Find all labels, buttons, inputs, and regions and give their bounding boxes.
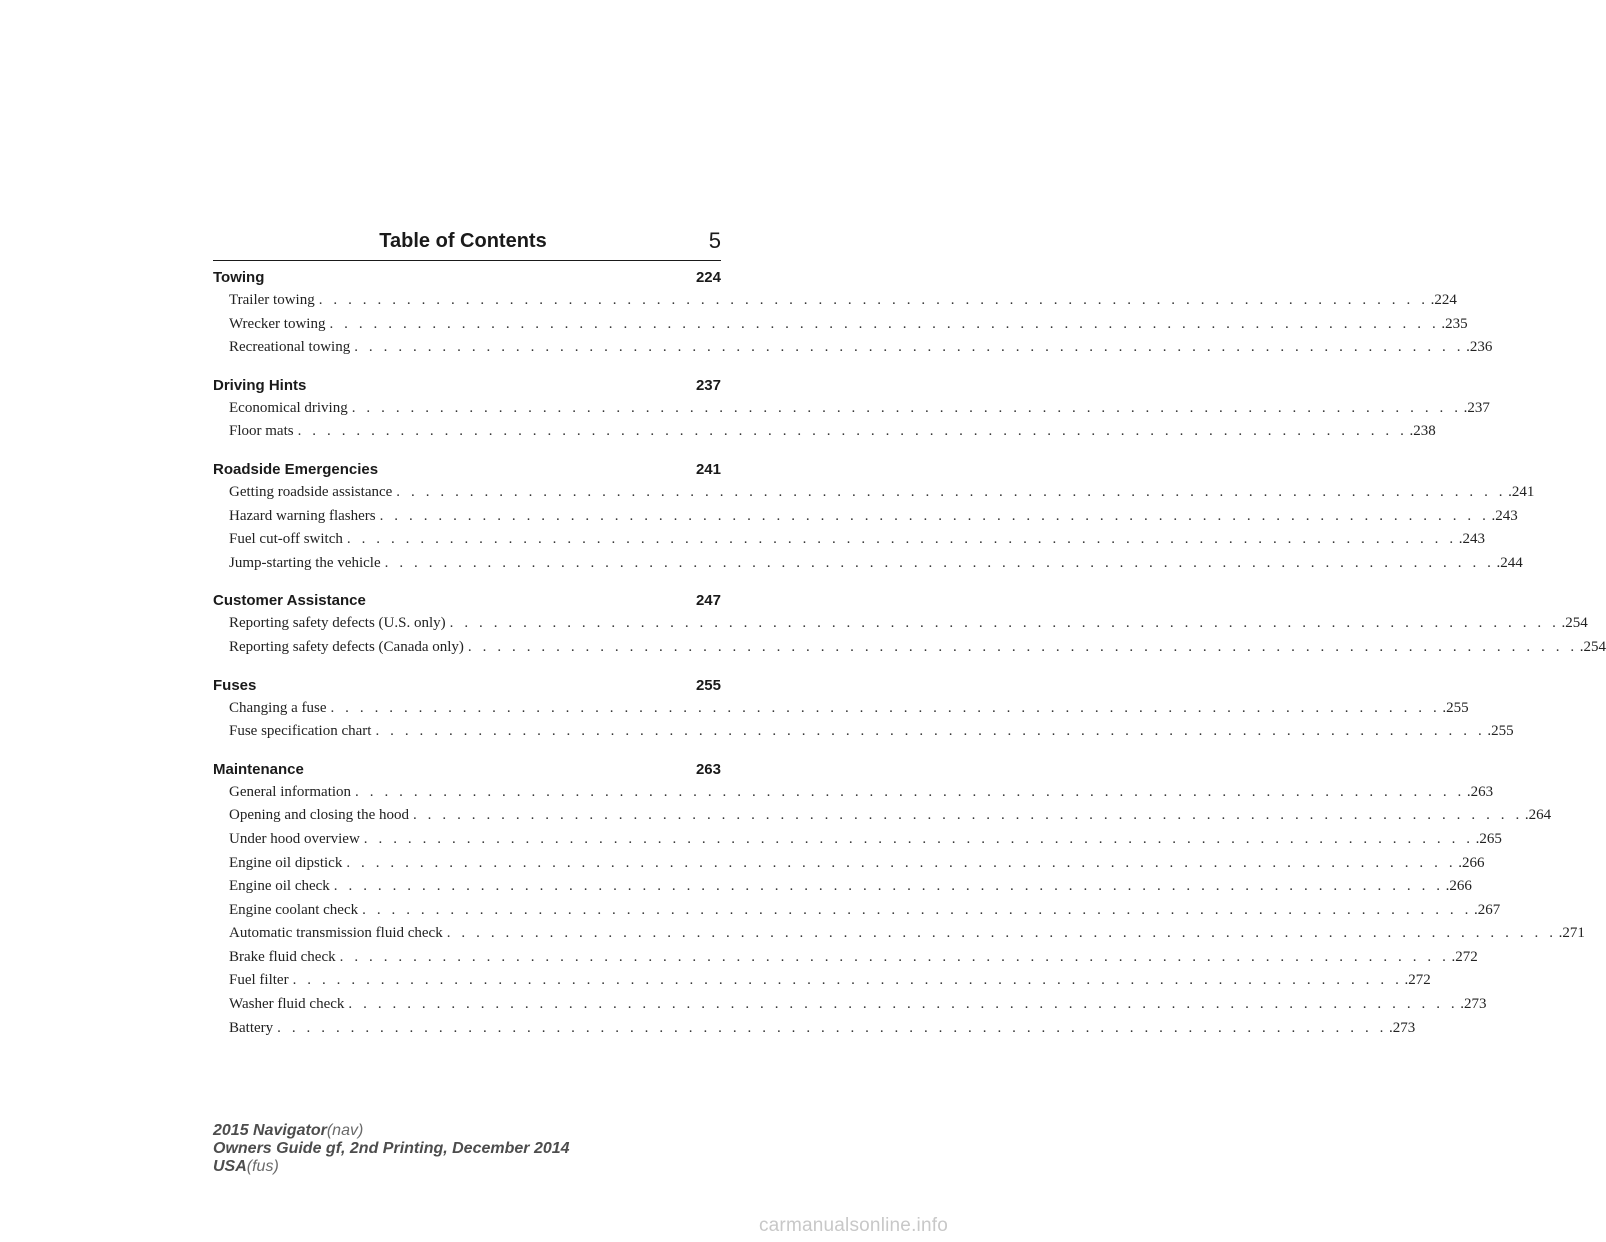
toc-section-page: 241: [695, 460, 721, 478]
toc-section: [213, 267, 1493, 360]
page-title: Table of Contents: [379, 230, 547, 252]
toc-entry-title: Reporting safety defects (Canada only): [229, 638, 464, 655]
toc-entry[interactable]: [213, 899, 1501, 923]
toc-entry-page: .266: [1445, 878, 1472, 895]
section-spacer: [213, 660, 721, 670]
toc-entry-leader-dots: . . . . . . . . . . . . . . . . . . . . . . . . . . . . . . . . . . . . . . . . . . . . . . . . . . . . . . . . . . . . . . . . . . . . . . . . . . . .: [297, 423, 1408, 440]
toc-entry-leader-dots: . . . . . . . . . . . . . . . . . . . . . . . . . . . . . . . . . . . . . . . . . . . . . . . . . . . . . . . . . . . . . . . . . . . . . . . . . . . .: [329, 315, 1440, 332]
toc-entry-title: Recreational towing: [229, 339, 351, 356]
toc-entry-leader-dots: . . . . . . . . . . . . . . . . . . . . . . . . . . . . . . . . . . . . . . . . . . . . . . . . . . . . . . . . . . . . . . . . . . . . . . . . . . . .: [351, 399, 1462, 416]
toc-section-heading[interactable]: [213, 759, 721, 781]
toc-entry-page: .271: [1558, 925, 1585, 942]
toc-entry-leader-dots: . . . . . . . . . . . . . . . . . . . . . . . . . . . . . . . . . . . . . . . . . . . . . . . . . . . . . . . . . . . . . . . . . . . . . . . . . . . .: [354, 339, 1465, 356]
footer-line-1: [213, 1122, 570, 1140]
toc-entry-leader-dots: . . . . . . . . . . . . . . . . . . . . . . . . . . . . . . . . . . . . . . . . . . . . . . . . . . . . . . . . . . . . . . . . . . . . . . . . . . . .: [363, 830, 1474, 847]
toc-entry-leader-dots: . . . . . . . . . . . . . . . . . . . . . . . . . . . . . . . . . . . . . . . . . . . . . . . . . . . . . . . . . . . . . . . . . . . . . . . . . . . .: [362, 901, 1472, 918]
toc-entry-leader-dots: . . . . . . . . . . . . . . . . . . . . . . . . . . . . . . . . . . . . . . . . . . . . . . . . . . . . . . . . . . . . . . . . . . . . . . . . . . . .: [330, 699, 1441, 716]
toc-entry-leader-dots: . . . . . . . . . . . . . . . . . . . . . . . . . . . . . . . . . . . . . . . . . . . . . . . . . . . . . . . . . . . . . . . . . . . . . . . . . . . .: [449, 615, 1560, 632]
toc-section-page: 263: [695, 760, 721, 778]
footer-line-2: [213, 1140, 570, 1158]
toc-entry-page: .273: [1460, 996, 1487, 1013]
toc-section-page: 247: [695, 592, 721, 610]
table-of-contents: [213, 267, 1606, 1040]
toc-entry-title: Fuel cut-off switch: [229, 531, 343, 548]
toc-section: [213, 459, 1535, 575]
toc-section: [213, 759, 1585, 1041]
toc-entry-leader-dots: . . . . . . . . . . . . . . . . . . . . . . . . . . . . . . . . . . . . . . . . . . . . . . . . . . . . . . . . . . . . . . . . . . . . . . . . . . . .: [412, 807, 1523, 824]
toc-entry[interactable]: [213, 336, 1493, 360]
toc-section-title: Roadside Emergencies: [213, 460, 379, 478]
toc-entry-title: Hazard warning flashers: [229, 507, 376, 524]
toc-entry-title: Fuse specification chart: [229, 723, 372, 740]
toc-entry-page: .236: [1466, 339, 1493, 356]
toc-entry-title: Jump-starting the vehicle: [229, 554, 381, 571]
toc-entry-leader-dots: . . . . . . . . . . . . . . . . . . . . . . . . . . . . . . . . . . . . . . . . . . . . . . . . . . . . . . . . . . . . . . . . . . . . . . . . . . . .: [467, 638, 1578, 655]
toc-section-page: 224: [695, 269, 721, 286]
toc-section-title: Driving Hints: [213, 376, 307, 394]
toc-entry-title: Opening and closing the hood: [229, 807, 409, 824]
toc-entry-title: Economical driving: [229, 399, 348, 416]
toc-entry-title: Fuel filter: [229, 972, 289, 989]
toc-entry[interactable]: [213, 697, 1469, 721]
toc-entry[interactable]: [213, 552, 1523, 576]
section-spacer: [213, 444, 721, 454]
page-number: 5: [708, 228, 721, 253]
footer-market: USA: [213, 1158, 247, 1175]
toc-entry-leader-dots: . . . . . . . . . . . . . . . . . . . . . . . . . . . . . . . . . . . . . . . . . . . . . . . . . . . . . . . . . . . . . . . . . . . . . . . . . . . .: [396, 483, 1507, 500]
toc-entry-title: Battery: [229, 1019, 274, 1036]
toc-entry-page: .238: [1409, 423, 1436, 440]
toc-entry[interactable]: [213, 289, 1457, 313]
toc-section-title: Towing: [213, 269, 265, 286]
toc-entry-page: .243: [1491, 507, 1518, 524]
toc-entry-page: .273: [1389, 1019, 1416, 1036]
toc-section: [213, 675, 1514, 744]
footer-printing: Owners Guide gf, 2nd Printing, December 2014: [213, 1140, 570, 1157]
toc-entry-leader-dots: . . . . . . . . . . . . . . . . . . . . . . . . . . . . . . . . . . . . . . . . . . . . . . . . . . . . . . . . . . . . . . . . . . . . . . . . . . . .: [277, 1019, 1388, 1036]
toc-section-heading[interactable]: [213, 267, 721, 289]
footer-model-code: (nav): [326, 1122, 364, 1139]
toc-entry-leader-dots: . . . . . . . . . . . . . . . . . . . . . . . . . . . . . . . . . . . . . . . . . . . . . . . . . . . . . . . . . . . . . . . . . . . . . . . . . . . .: [384, 554, 1495, 571]
toc-entry-title: Engine oil check: [229, 878, 330, 895]
toc-entry-page: .267: [1473, 901, 1501, 918]
toc-entry-page: .263: [1466, 783, 1494, 800]
page-header: [213, 228, 721, 261]
toc-entry[interactable]: [213, 804, 1552, 828]
toc-entry-title: Under hood overview: [229, 830, 360, 847]
toc-entry-title: Washer fluid check: [229, 996, 345, 1013]
section-spacer: [213, 744, 721, 754]
toc-entry[interactable]: [213, 828, 1502, 852]
toc-entry-page: .237: [1463, 399, 1490, 416]
toc-entry[interactable]: [213, 528, 1485, 552]
toc-entry-page: .255: [1442, 699, 1469, 716]
toc-section-heading[interactable]: [213, 590, 721, 612]
toc-entry[interactable]: [213, 1017, 1416, 1041]
toc-entry-page: .244: [1496, 554, 1523, 571]
toc-entry[interactable]: [213, 505, 1518, 529]
toc-entry-page: .243: [1458, 531, 1485, 548]
toc-entry[interactable]: [213, 852, 1485, 876]
toc-entry[interactable]: [213, 420, 1436, 444]
toc-entry-page: .224: [1430, 292, 1457, 308]
toc-entry-title: Changing a fuse: [229, 699, 327, 716]
toc-section: [213, 590, 1606, 659]
toc-entry-page: .272: [1451, 948, 1478, 965]
watermark: carmanualsonline.info: [758, 1215, 948, 1236]
toc-section-heading[interactable]: [213, 375, 721, 397]
toc-entry-title: Wrecker towing: [229, 315, 326, 332]
footer-market-code: (fus): [246, 1158, 279, 1175]
toc-entry-leader-dots: . . . . . . . . . . . . . . . . . . . . . . . . . . . . . . . . . . . . . . . . . . . . . . . . . . . . . . . . . . . . . . . . . . . . . . . . . . . .: [292, 972, 1403, 989]
toc-section-page: 255: [695, 676, 721, 694]
toc-entry-title: Engine coolant check: [229, 901, 359, 918]
toc-entry-page: .254: [1579, 638, 1606, 655]
toc-entry-page: .266: [1458, 854, 1485, 871]
toc-entry[interactable]: [213, 781, 1494, 805]
toc-entry[interactable]: [213, 481, 1535, 505]
toc-entry[interactable]: [213, 720, 1514, 744]
toc-entry[interactable]: [213, 875, 1472, 899]
toc-entry-title: Brake fluid check: [229, 948, 336, 965]
toc-entry[interactable]: [213, 636, 1606, 660]
toc-entry-title: Engine oil dipstick: [229, 854, 343, 871]
toc-entry-page: .235: [1441, 315, 1468, 332]
toc-entry[interactable]: [213, 993, 1487, 1017]
toc-section: [213, 375, 1490, 444]
section-spacer: [213, 360, 721, 370]
toc-entry-leader-dots: . . . . . . . . . . . . . . . . . . . . . . . . . . . . . . . . . . . . . . . . . . . . . . . . . . . . . . . . . . . . . . . . . . . . . . . . . . . .: [346, 531, 1457, 548]
toc-entry[interactable]: [213, 922, 1585, 946]
toc-entry-title: Floor mats: [229, 423, 294, 440]
toc-entry-leader-dots: . . . . . . . . . . . . . . . . . . . . . . . . . . . . . . . . . . . . . . . . . . . . . . . . . . . . . . . . . . . . . . . . . . . . . . . . . . . .: [346, 854, 1457, 871]
toc-entry[interactable]: [213, 313, 1468, 337]
toc-section-title: Maintenance: [213, 760, 304, 778]
toc-entry-title: Trailer towing: [229, 292, 315, 308]
toc-entry-page: .241: [1508, 483, 1535, 500]
toc-entry-page: .255: [1487, 723, 1514, 740]
toc-entry-title: General information: [229, 783, 352, 800]
toc-entry-leader-dots: . . . . . . . . . . . . . . . . . . . . . . . . . . . . . . . . . . . . . . . . . . . . . . . . . . . . . . . . . . . . . . . . . . . . . . . . . . . .: [348, 996, 1459, 1013]
toc-entry-title: Getting roadside assistance: [229, 483, 393, 500]
toc-section-heading[interactable]: [213, 675, 721, 697]
toc-entry-title: Automatic transmission fluid check: [229, 925, 443, 942]
footer-line-3: [213, 1158, 570, 1176]
toc-entry[interactable]: [213, 946, 1478, 970]
toc-entry-page: .265: [1475, 830, 1502, 847]
toc-entry-leader-dots: . . . . . . . . . . . . . . . . . . . . . . . . . . . . . . . . . . . . . . . . . . . . . . . . . . . . . . . . . . . . . . . . . . . . . . . . . . . .: [446, 925, 1557, 942]
toc-entry-leader-dots: . . . . . . . . . . . . . . . . . . . . . . . . . . . . . . . . . . . . . . . . . . . . . . . . . . . . . . . . . . . . . . . . . . . . . . . . . . . .: [339, 948, 1450, 965]
toc-entry-leader-dots: . . . . . . . . . . . . . . . . . . . . . . . . . . . . . . . . . . . . . . . . . . . . . . . . . . . . . . . . . . . . . . . . . . . . . . . . . . . .: [318, 292, 1429, 308]
toc-section-heading[interactable]: [213, 459, 721, 481]
toc-entry-title: Reporting safety defects (U.S. only): [229, 615, 446, 632]
toc-section-title: Fuses: [213, 676, 257, 694]
toc-entry[interactable]: [213, 397, 1490, 421]
toc-entry-leader-dots: . . . . . . . . . . . . . . . . . . . . . . . . . . . . . . . . . . . . . . . . . . . . . . . . . . . . . . . . . . . . . . . . . . . . . . . . . . . .: [375, 723, 1486, 740]
toc-entry-page: .254: [1561, 615, 1588, 632]
toc-entry-leader-dots: . . . . . . . . . . . . . . . . . . . . . . . . . . . . . . . . . . . . . . . . . . . . . . . . . . . . . . . . . . . . . . . . . . . . . . . . . . . .: [379, 507, 1490, 524]
section-spacer: [213, 575, 721, 585]
footer: [213, 1122, 570, 1176]
toc-entry-page: .272: [1404, 972, 1431, 989]
toc-entry-leader-dots: . . . . . . . . . . . . . . . . . . . . . . . . . . . . . . . . . . . . . . . . . . . . . . . . . . . . . . . . . . . . . . . . . . . . . . . . . . . .: [355, 783, 1465, 800]
toc-entry[interactable]: [213, 612, 1588, 636]
toc-section-title: Customer Assistance: [213, 592, 366, 610]
toc-entry[interactable]: [213, 969, 1431, 993]
footer-model: 2015 Navigator: [213, 1122, 327, 1139]
toc-entry-page: .264: [1524, 807, 1552, 824]
toc-section-page: 237: [695, 376, 721, 394]
toc-entry-leader-dots: . . . . . . . . . . . . . . . . . . . . . . . . . . . . . . . . . . . . . . . . . . . . . . . . . . . . . . . . . . . . . . . . . . . . . . . . . . . .: [333, 878, 1444, 895]
